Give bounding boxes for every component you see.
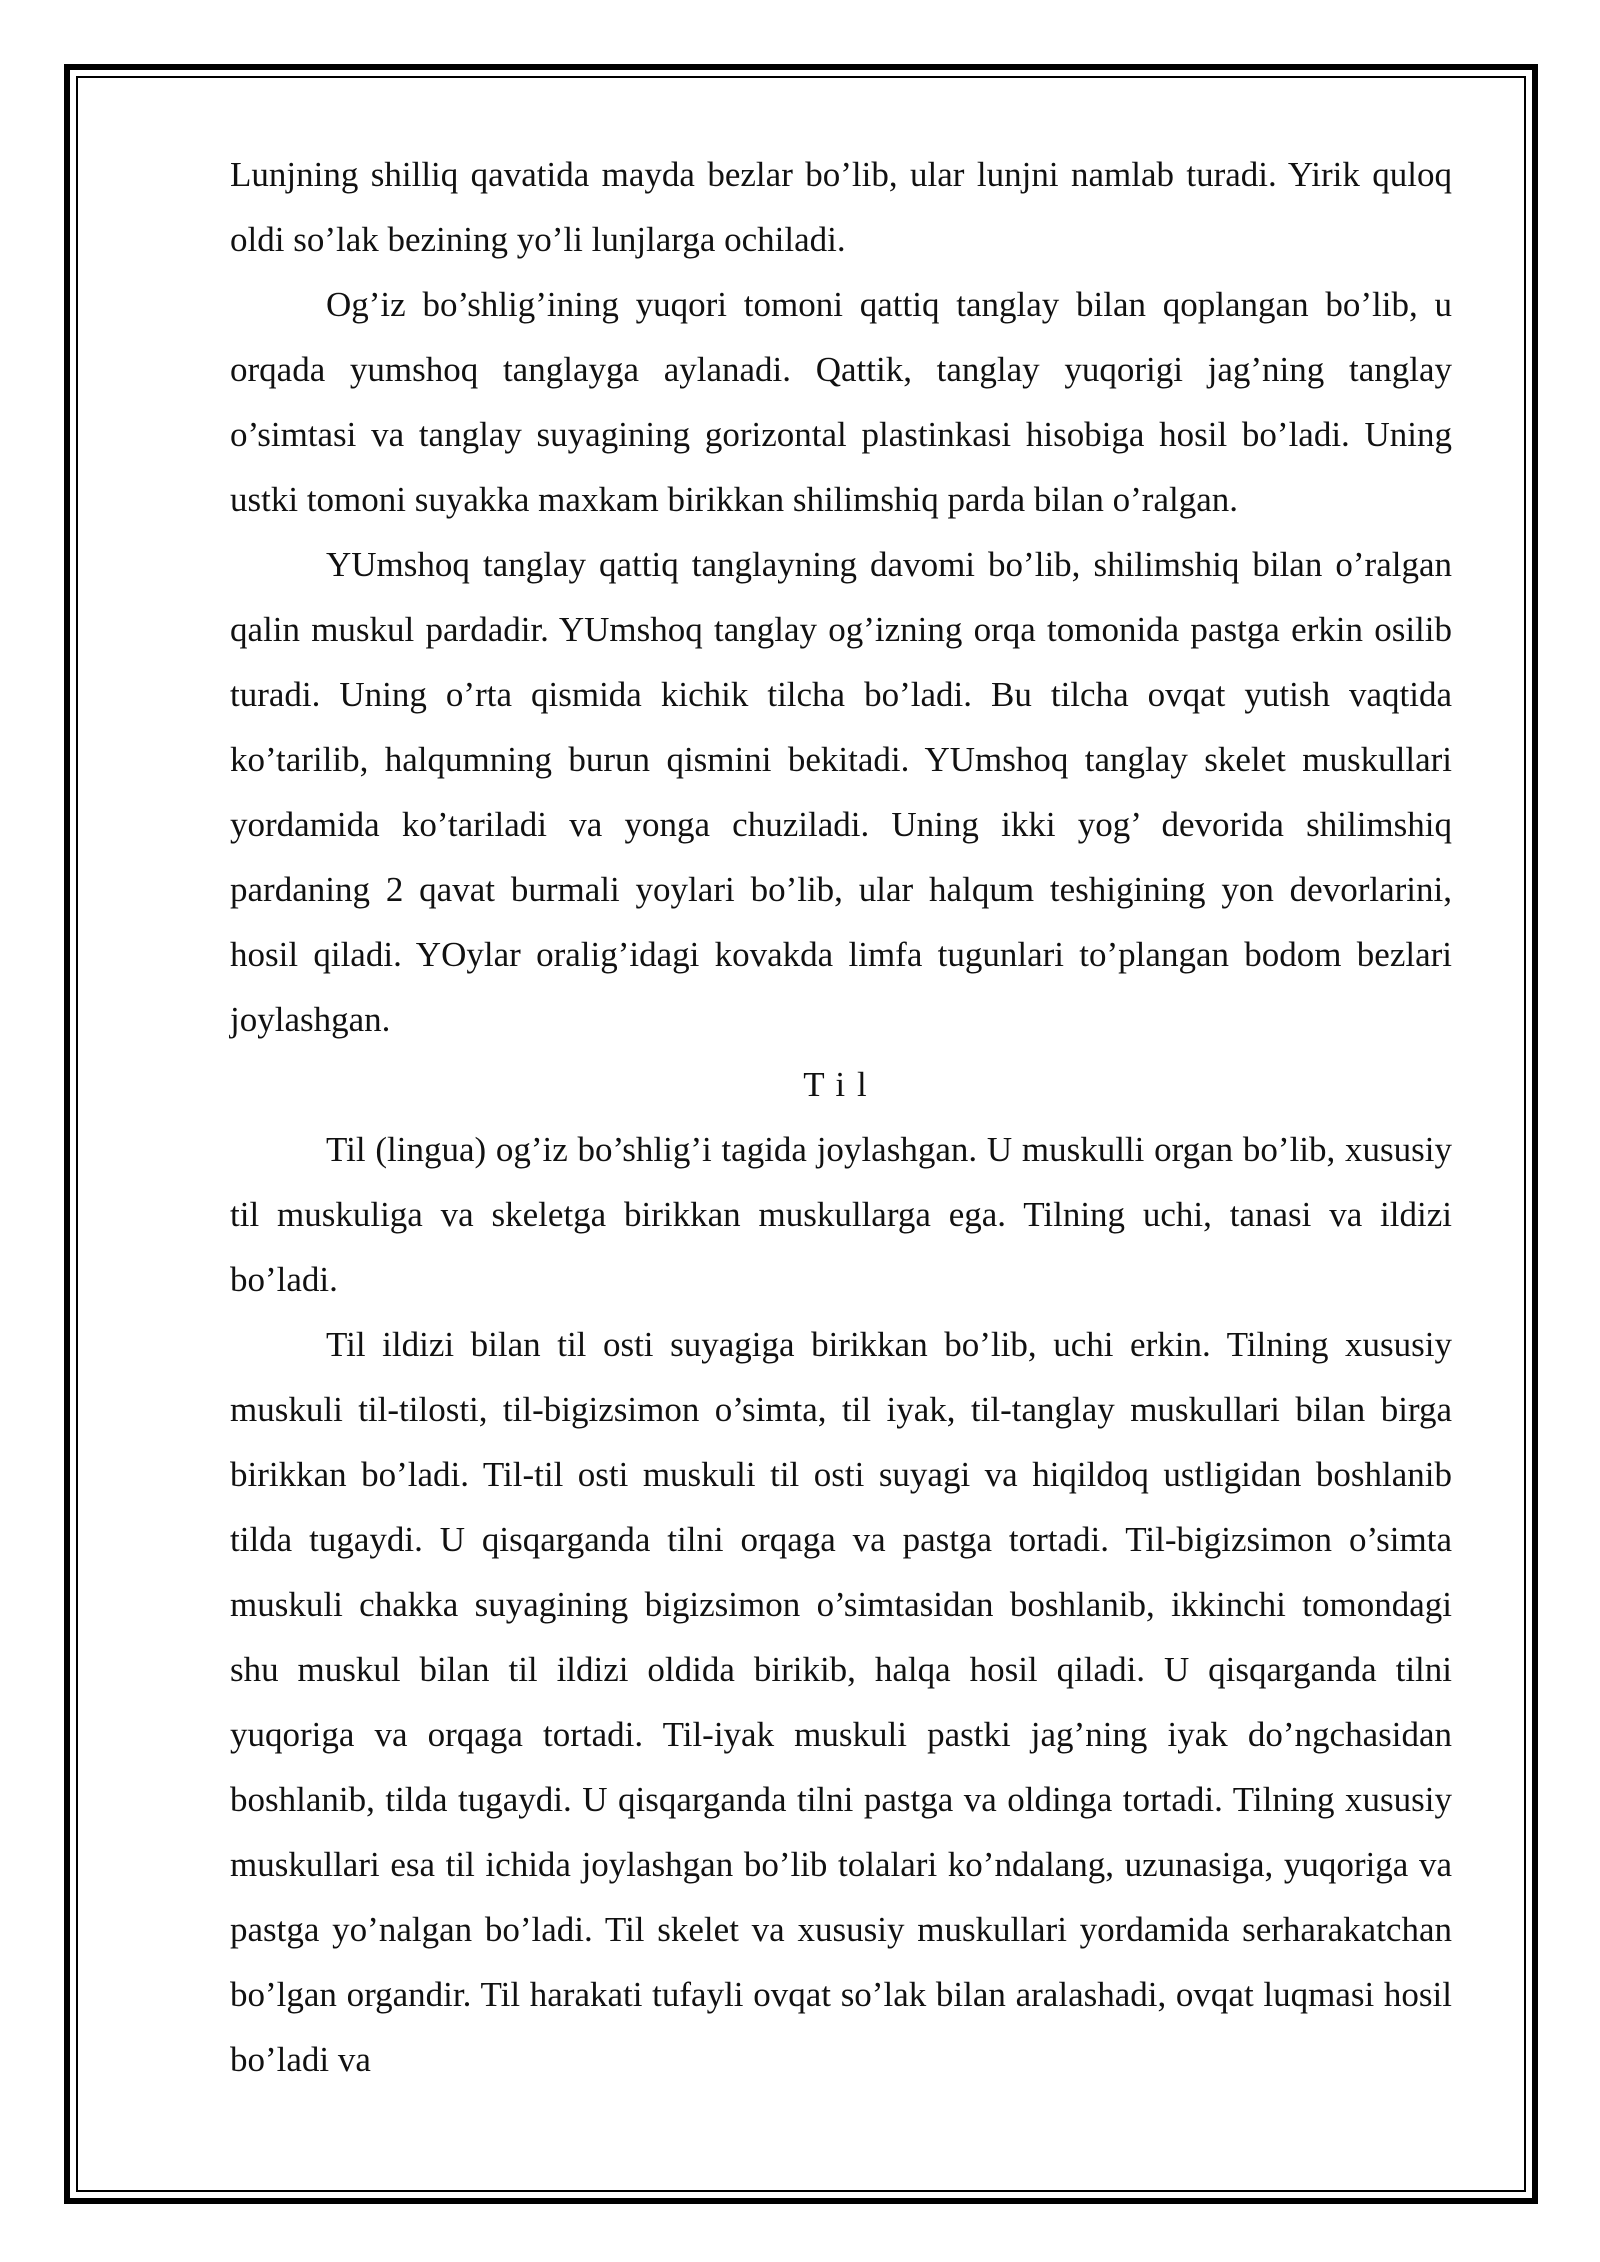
paragraph-yumshoq-tanglay: YUmshoq tanglay qattiq tanglayning davomi bo’lib, shilimshiq bilan o’ralgan qalin muskul pardadir. YUmshoq tanglay og’izning orqa tomonida pastga erkin osilib turadi. Uning o’rta qismida kichik tilcha bo’ladi. Bu tilcha ovqat yutish vaqtida ko’tarilib, halqumning burun qismini bekitadi. YUmshoq tanglay skelet muskullari yordamida ko’tariladi va yonga chuziladi. Uning ikki yog’ devorida shilimshiq pardaning 2 qavat burmali yoylari bo’lib, ular halqum teshigining yon devorlarini, hosil qiladi. YOylar oralig’idagi kovakda limfa tugunlari to’plangan bodom bezlari joylashgan. [230,545,1452,1039]
section-title-til: Til [803,1065,879,1104]
paragraph-til-intro: Til (lingua) og’iz bo’shlig’i tagida joylashgan. U muskulli organ bo’lib, xususiy til muskuliga va skeletga birikkan muskullarga ega. Tilning uchi, tanasi va ildizi bo’ladi. [230,1130,1452,1299]
paragraph-qattiq-tanglay: Og’iz bo’shlig’ining yuqori tomoni qattiq tanglay bilan qoplangan bo’lib, u orqada yumshoq tanglayga aylanadi. Qattik, tanglay yuqorigi jag’ning tanglay o’simtasi va tanglay suyagining gorizontal plastinkasi hisobiga hosil bo’ladi. Uning ustki tomoni suyakka maxkam birikkan shilimshiq parda bilan o’ralgan. [230,285,1452,519]
paragraph-lunj: Lunjning shilliq qavatida mayda bezlar bo’lib, ular lunjni namlab turadi. Yirik quloq oldi so’lak bezining yo’li lunjlarga ochiladi. [230,155,1452,259]
document-body [230,142,1452,2092]
paragraph-til-muskullari: Til ildizi bilan til osti suyagiga birikkan bo’lib, uchi erkin. Tilning xususiy muskuli til-tilosti, til-bigizsimon o’simta, til iyak, til-tanglay muskullari bilan birga birikkan bo’ladi. Til-til osti muskuli til osti suyagi va hiqildoq ustligidan boshlanib tilda tugaydi. U qisqarganda tilni orqaga va pastga tortadi. Til-bigizsimon o’simta muskuli chakka suyagining bigizsimon o’simtasidan boshlanib, ikkinchi tomondagi shu muskul bilan til ildizi oldida birikib, halqa hosil qiladi. U qisqarganda tilni yuqoriga va orqaga tortadi. Til-iyak muskuli pastki jag’ning iyak do’ngchasidan boshlanib, tilda tugaydi. U qisqarganda tilni pastga va oldinga tortadi. Tilning xususiy muskullari esa til ichida joylashgan bo’lib tolalari ko’ndalang, uzunasiga, yuqoriga va pastga yo’nalgan bo’ladi. Til skelet va xususiy muskullari yordamida serharakatchan bo’lgan organdir. Til harakati tufayli ovqat so’lak bilan aralashadi, ovqat luqmasi hosil bo’ladi va [230,1325,1452,2079]
